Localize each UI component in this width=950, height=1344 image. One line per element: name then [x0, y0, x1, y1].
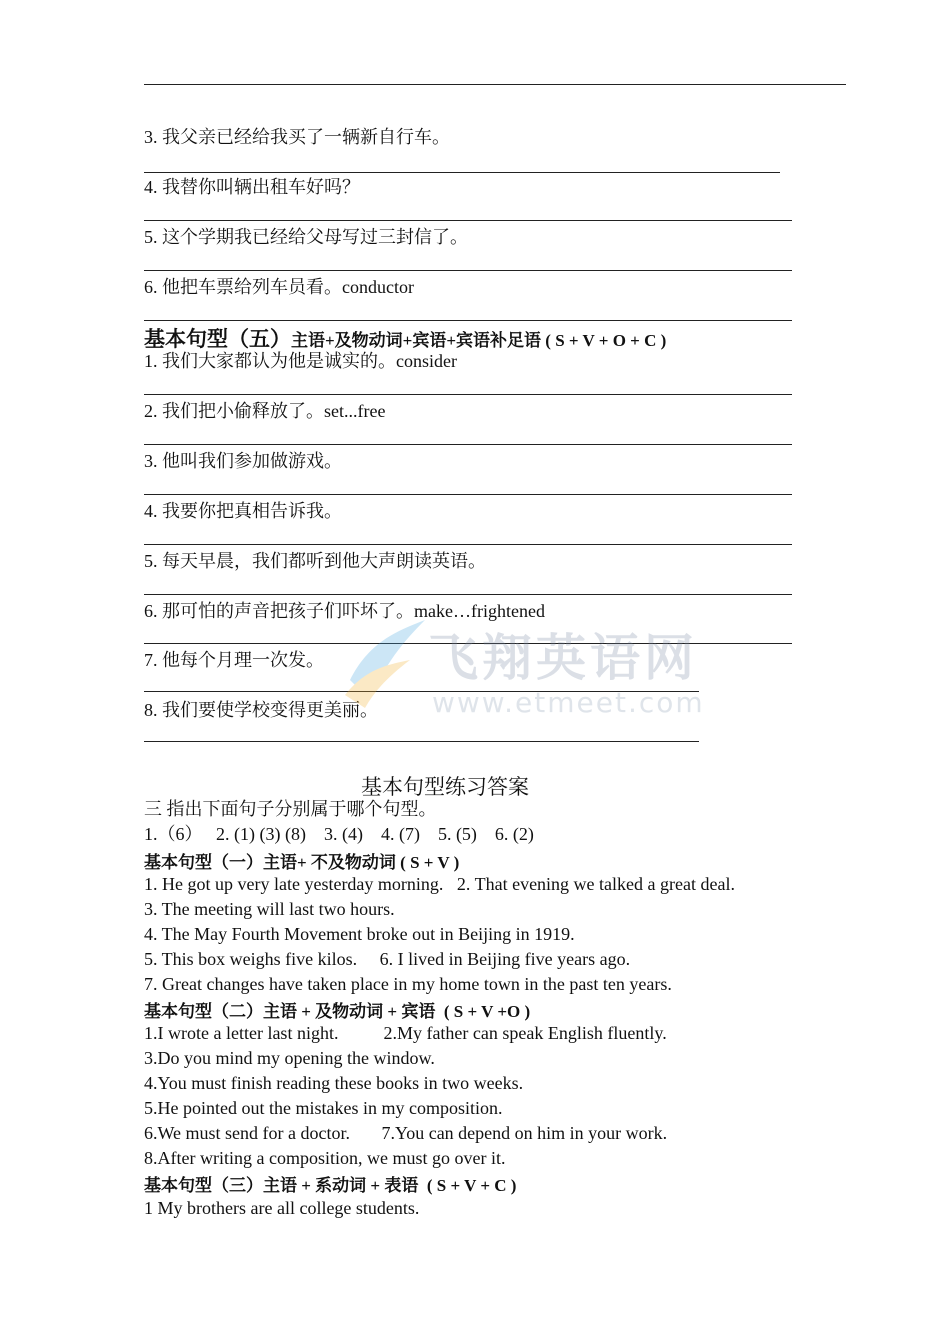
answer-sentence: 1.I wrote a letter last night. 2.My father can speak English fluently.: [144, 1023, 667, 1043]
wing-logo-icon: [340, 610, 430, 710]
section-heading: 基本句型（三）主语 + 系动词 + 表语 ( S + V + C ): [144, 1176, 517, 1195]
exercise-item: 8. 我们要使学校变得更美丽。: [144, 700, 378, 720]
answer-sentence: 3. The meeting will last two hours.: [144, 899, 395, 919]
answer-line: [144, 444, 792, 445]
answer-line: [144, 741, 699, 742]
exercise-item: 4. 我要你把真相告诉我。: [144, 501, 342, 521]
answer-sentence: 6.We must send for a doctor. 7.You can depend on him in your work.: [144, 1123, 668, 1143]
exercise-item: 4. 我替你叫辆出租车好吗？: [144, 177, 360, 197]
answers-title: 基本句型练习答案: [361, 775, 529, 799]
heading-sub: 主语+及物动词+宾语+宾语补足语 ( S + V + O + C ): [291, 331, 667, 350]
exercise-item: 3. 我父亲已经给我买了一辆新自行车。: [144, 127, 450, 147]
answer-sentence: 3.Do you mind my opening the window.: [144, 1048, 435, 1068]
answer-line: [144, 494, 792, 495]
answer-sentence: 8.After writing a composition, we must go over it.: [144, 1148, 506, 1168]
answer-sentence: 1 My brothers are all college students.: [144, 1198, 420, 1218]
answer-sentence: 5.He pointed out the mistakes in my composition.: [144, 1098, 503, 1118]
exercise-item: 5. 每天早晨，我们都听到他大声朗读英语。: [144, 551, 486, 571]
answer-line: [144, 84, 846, 85]
answer-line: [144, 270, 792, 271]
answer-sentence: 4. The May Fourth Movement broke out in Beijing in 1919.: [144, 924, 575, 944]
exercise-item: 5. 这个学期我已经给父母写过三封信了。: [144, 227, 468, 247]
answer-sentence: 4.You must finish reading these books in two weeks.: [144, 1073, 524, 1093]
answer-sentence: 1. He got up very late yesterday morning. 2. That evening we talked a great deal.: [144, 874, 735, 894]
watermark-url: www.etmeet.com: [432, 686, 705, 719]
answer-list: 1.（6） 2. (1) (3) (8) 3. (4) 4. (7) 5. (5) 6. (2): [144, 824, 534, 844]
watermark-logo-text: 飞翔英语网: [428, 629, 698, 687]
heading-main: 基本句型（五）: [144, 327, 291, 351]
exercise-item: 7. 他每个月理一次发。: [144, 650, 324, 670]
section-intro: 三 指出下面句子分别属于哪个句型。: [144, 799, 437, 819]
answer-line: [144, 394, 792, 395]
answer-line: [144, 320, 792, 321]
exercise-item: 1. 我们大家都认为他是诚实的。consider: [144, 351, 457, 371]
answer-line: [144, 220, 792, 221]
answer-sentence: 5. This box weighs five kilos. 6. I lived in Beijing five years ago.: [144, 949, 631, 969]
answer-line: [144, 594, 792, 595]
section-heading: 基本句型（二）主语 + 及物动词 + 宾语 ( S + V +O ): [144, 1002, 531, 1021]
exercise-item: 6. 他把车票给列车员看。conductor: [144, 277, 414, 297]
section-heading: 基本句型（一）主语+ 不及物动词 ( S + V ): [144, 853, 460, 872]
section-heading: [144, 323, 666, 353]
exercise-item: 6. 那可怕的声音把孩子们吓坏了。make…frightened: [144, 601, 545, 621]
answer-sentence: 7. Great changes have taken place in my home town in the past ten years.: [144, 974, 672, 994]
exercise-item: 2. 我们把小偷释放了。set...free: [144, 401, 386, 421]
watermark: [340, 610, 705, 730]
answer-line: [144, 544, 792, 545]
answer-line: [144, 172, 780, 173]
exercise-item: 3. 他叫我们参加做游戏。: [144, 451, 342, 471]
